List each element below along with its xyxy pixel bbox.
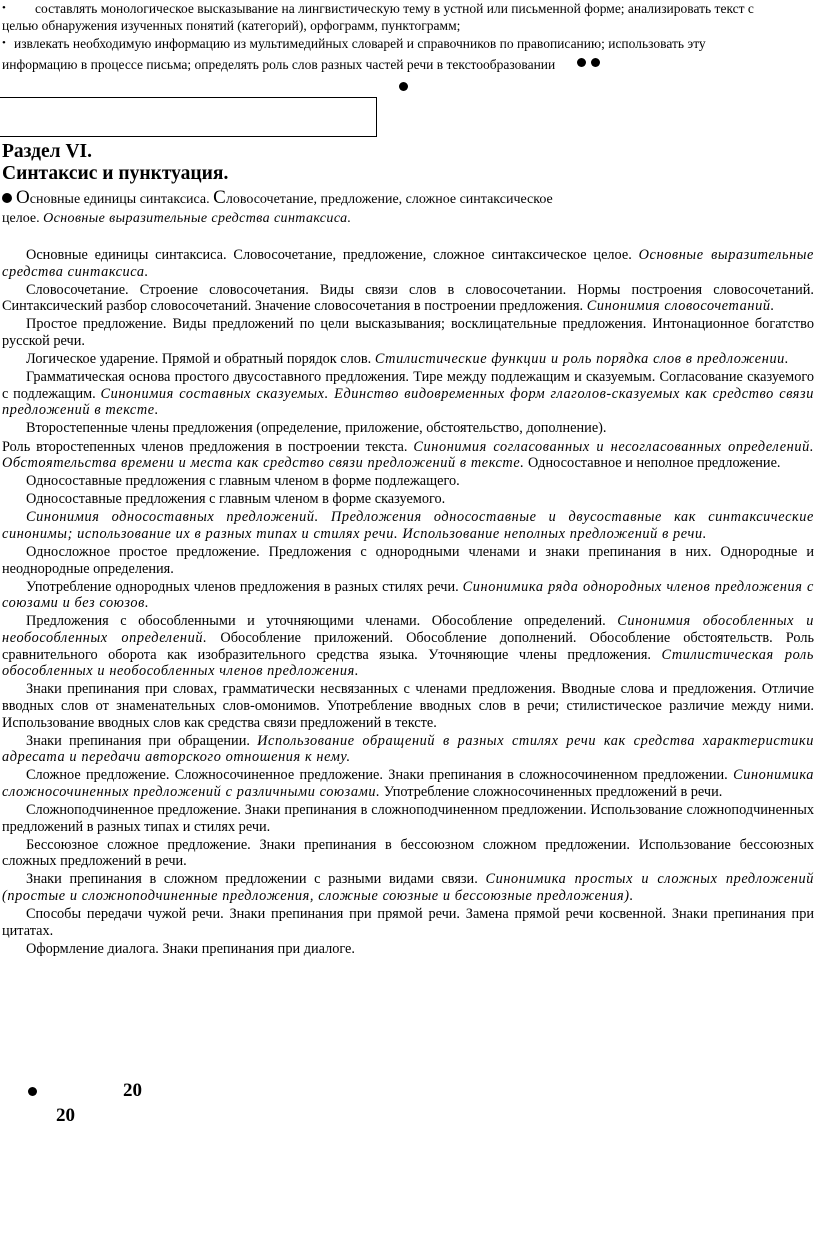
bullet-dot-icon bbox=[577, 58, 586, 67]
bullet-dot-icon bbox=[591, 58, 600, 67]
paragraph bbox=[2, 681, 814, 731]
paragraph-italic-text: Синонимия согласованных и несогласованных определений. Обстоятельства времени и места как средство связи предложений в тексте. bbox=[2, 438, 814, 472]
paragraph-text: Оформление диалога. Знаки препинания при диалоге. bbox=[26, 940, 355, 957]
paragraph-text: Односоставное и неполное предложение. bbox=[524, 455, 781, 472]
intro-part-1: сновные единицы синтаксиса. bbox=[29, 192, 214, 207]
paragraph bbox=[2, 871, 814, 904]
paragraph-text: Предложения с обособленными и уточняющими членами. Обособление определений. bbox=[26, 613, 618, 630]
paragraph bbox=[2, 837, 814, 870]
paragraph-text: Логическое ударение. Прямой и обратный порядок слов. bbox=[26, 351, 375, 368]
intro-italic: Основные выразительные средства синтаксиса. bbox=[43, 211, 352, 226]
paragraph-italic-text: Синонимия обособленных и необособленных определений. bbox=[2, 613, 814, 647]
paragraph-text: Знаки препинания при словах, грамматически несвязанных с членами предложения. Вводные слова и предложения. Отличие вводных слов от знаменательных слов-омонимов. Употребление вводных слов в речи; стилистическое различие между ними. Использование вводных слов как средства связи предложений в тексте. bbox=[2, 681, 814, 731]
paragraph-text: Основные единицы синтаксиса. Словосочетание, предложение, сложное синтаксическое целое. bbox=[26, 247, 639, 263]
paragraph-italic-text: Стилистические функции и роль порядка слов в предложении. bbox=[374, 351, 790, 368]
paragraph-text: Грамматическая основа простого двусоставного предложения. Тире между подлежащим и сказуемым. Согласование сказуемого с подлежащим. bbox=[2, 369, 814, 402]
paragraph bbox=[2, 579, 814, 612]
paragraph-text: Роль второстепенных членов предложения в построении текста. bbox=[2, 438, 414, 455]
paragraph bbox=[2, 906, 814, 939]
paragraph-text: Простое предложение. Виды предложений по цели высказывания; восклицательные предложения. Интонационное богатство русской речи. bbox=[2, 316, 814, 349]
paragraph-italic-text: Синонимия составных сказуемых. Единство видовременных форм глаголов-сказуемых как средство связи предложений в тексте. bbox=[2, 385, 814, 419]
paragraph bbox=[2, 420, 814, 437]
paragraph-text: Употребление сложносочиненных предложений в речи. bbox=[380, 783, 723, 800]
section-body bbox=[2, 247, 814, 959]
paragraph-italic-text: Синонимия односоставных предложений. Предложения односоставные и двусоставные как синтаксические синонимы; использование их в разных типах и стилях речи. Использование неполных предложений в речи. bbox=[2, 509, 814, 542]
paragraph-text: Бессоюзное сложное предложение. Знаки препинания в бессоюзном сложном предложении. Использование бессоюзных сложных предложений в речи. bbox=[2, 836, 814, 870]
paragraph-italic-text: Использование обращений в разных стилях речи как средства характеристики адресата и передачи авторского отношения к нему. bbox=[2, 732, 814, 766]
intro-part-3: целое. bbox=[2, 211, 44, 226]
intro-cap-1: О bbox=[16, 187, 30, 208]
paragraph-text: Знаки препинания в сложном предложении с разными видами связи. bbox=[26, 871, 486, 888]
paragraph-text: Словосочетание. Строение словосочетания. Виды связи слов в словосочетании. Нормы построения словосочетаний. Синтаксический разбор словосочетаний. Значение словосочетания в построении предложения. bbox=[2, 281, 814, 315]
section-subtitle: Синтаксис и пунктуация. bbox=[2, 163, 229, 184]
bullet-marker: • bbox=[2, 2, 6, 14]
bullet-dot-icon bbox=[28, 1087, 37, 1096]
bullet-2-line-2: информацию в процессе письма; определять роль слов разных частей речи в текстообразовании bbox=[2, 57, 556, 72]
bullet-1-line-2: целью обнаружения изученных понятий (категорий), орфограмм, пунктограмм; bbox=[2, 18, 461, 33]
paragraph-italic-text: Синонимия словосочетаний. bbox=[586, 298, 775, 315]
paragraph bbox=[2, 282, 814, 315]
paragraph bbox=[2, 544, 814, 577]
paragraph-text: Обособление приложений. Обособление дополнений. Обособление обстоятельств. Роль сравнительного оборота как изобразительного средства языка. Уточняющие члены предложения. bbox=[2, 630, 814, 663]
paragraph-text: Употребление однородных членов предложения в разных стилях речи. bbox=[26, 578, 463, 595]
section-intro bbox=[2, 188, 642, 228]
paragraph bbox=[2, 509, 814, 542]
page-number: 20 bbox=[56, 1105, 75, 1126]
paragraph-text: Односоставные предложения с главным членом в форме подлежащего. bbox=[26, 473, 460, 490]
paragraph bbox=[2, 733, 814, 766]
paragraph bbox=[2, 247, 814, 280]
paragraph-italic-text: Синонимика ряда однородных членов предложения с союзами и без союзов. bbox=[2, 578, 815, 612]
intro-cap-2: С bbox=[213, 187, 226, 208]
page-number: 20 bbox=[123, 1080, 142, 1101]
paragraph-italic-text: Синонимика сложносочиненных предложений с различными союзами. bbox=[2, 767, 814, 800]
paragraph bbox=[2, 369, 814, 419]
paragraph bbox=[2, 802, 814, 835]
paragraph-text: Односоставные предложения с главным членом в форме сказуемого. bbox=[26, 491, 446, 508]
paragraph-italic-text: Стилистическая роль обособленных и необособленных членов предложения. bbox=[2, 646, 814, 680]
paragraph-text: Знаки препинания при обращении. bbox=[26, 732, 258, 749]
paragraph bbox=[2, 613, 814, 679]
empty-frame bbox=[0, 97, 377, 137]
paragraph bbox=[2, 439, 814, 472]
bullet-1-line-1: составлять монологическое высказывание на лингвистическую тему в устной или письменной форме; анализировать текст с bbox=[35, 1, 754, 16]
paragraph bbox=[2, 316, 814, 349]
paragraph bbox=[2, 941, 814, 958]
paragraph bbox=[2, 473, 814, 490]
paragraph-text: Сложноподчиненное предложение. Знаки препинания в сложноподчиненном предложении. Использование сложноподчиненных предложений в разных типах и стилях речи. bbox=[2, 802, 814, 835]
section-title: Раздел VI. bbox=[2, 141, 93, 162]
paragraph-italic-text: Основные выразительные средства синтаксиса. bbox=[2, 247, 814, 280]
paragraph-text: Способы передачи чужой речи. Знаки препинания при прямой речи. Замена прямой речи косвенной. Знаки препинания при цитатах. bbox=[2, 906, 814, 939]
bullet-dot-icon bbox=[399, 82, 408, 91]
intro-part-2: ловосочетание, предложение, сложное синтаксическое bbox=[225, 192, 553, 207]
bullet-2-line-1: извлекать необходимую информацию из мультимедийных словарей и справочников по правописанию; использовать эту bbox=[14, 36, 706, 51]
paragraph bbox=[2, 767, 814, 800]
paragraph-text: Сложное предложение. Сложносочиненное предложение. Знаки препинания в сложносочиненном предложении. bbox=[26, 767, 734, 784]
paragraph-italic-text: Синонимика простых и сложных предложений (простые и сложноподчиненные предложения, сложные союзные и бессоюзные предложения). bbox=[2, 871, 814, 904]
paragraph bbox=[2, 491, 814, 508]
paragraph-text: Односложное простое предложение. Предложения с однородными членами и знаки препинания в них. Однородные и неоднородные определения. bbox=[2, 544, 814, 577]
paragraph-text: Второстепенные члены предложения (определение, приложение, обстоятельство, дополнение). bbox=[26, 420, 607, 437]
bullet-marker: • bbox=[2, 37, 6, 49]
paragraph bbox=[2, 351, 814, 368]
